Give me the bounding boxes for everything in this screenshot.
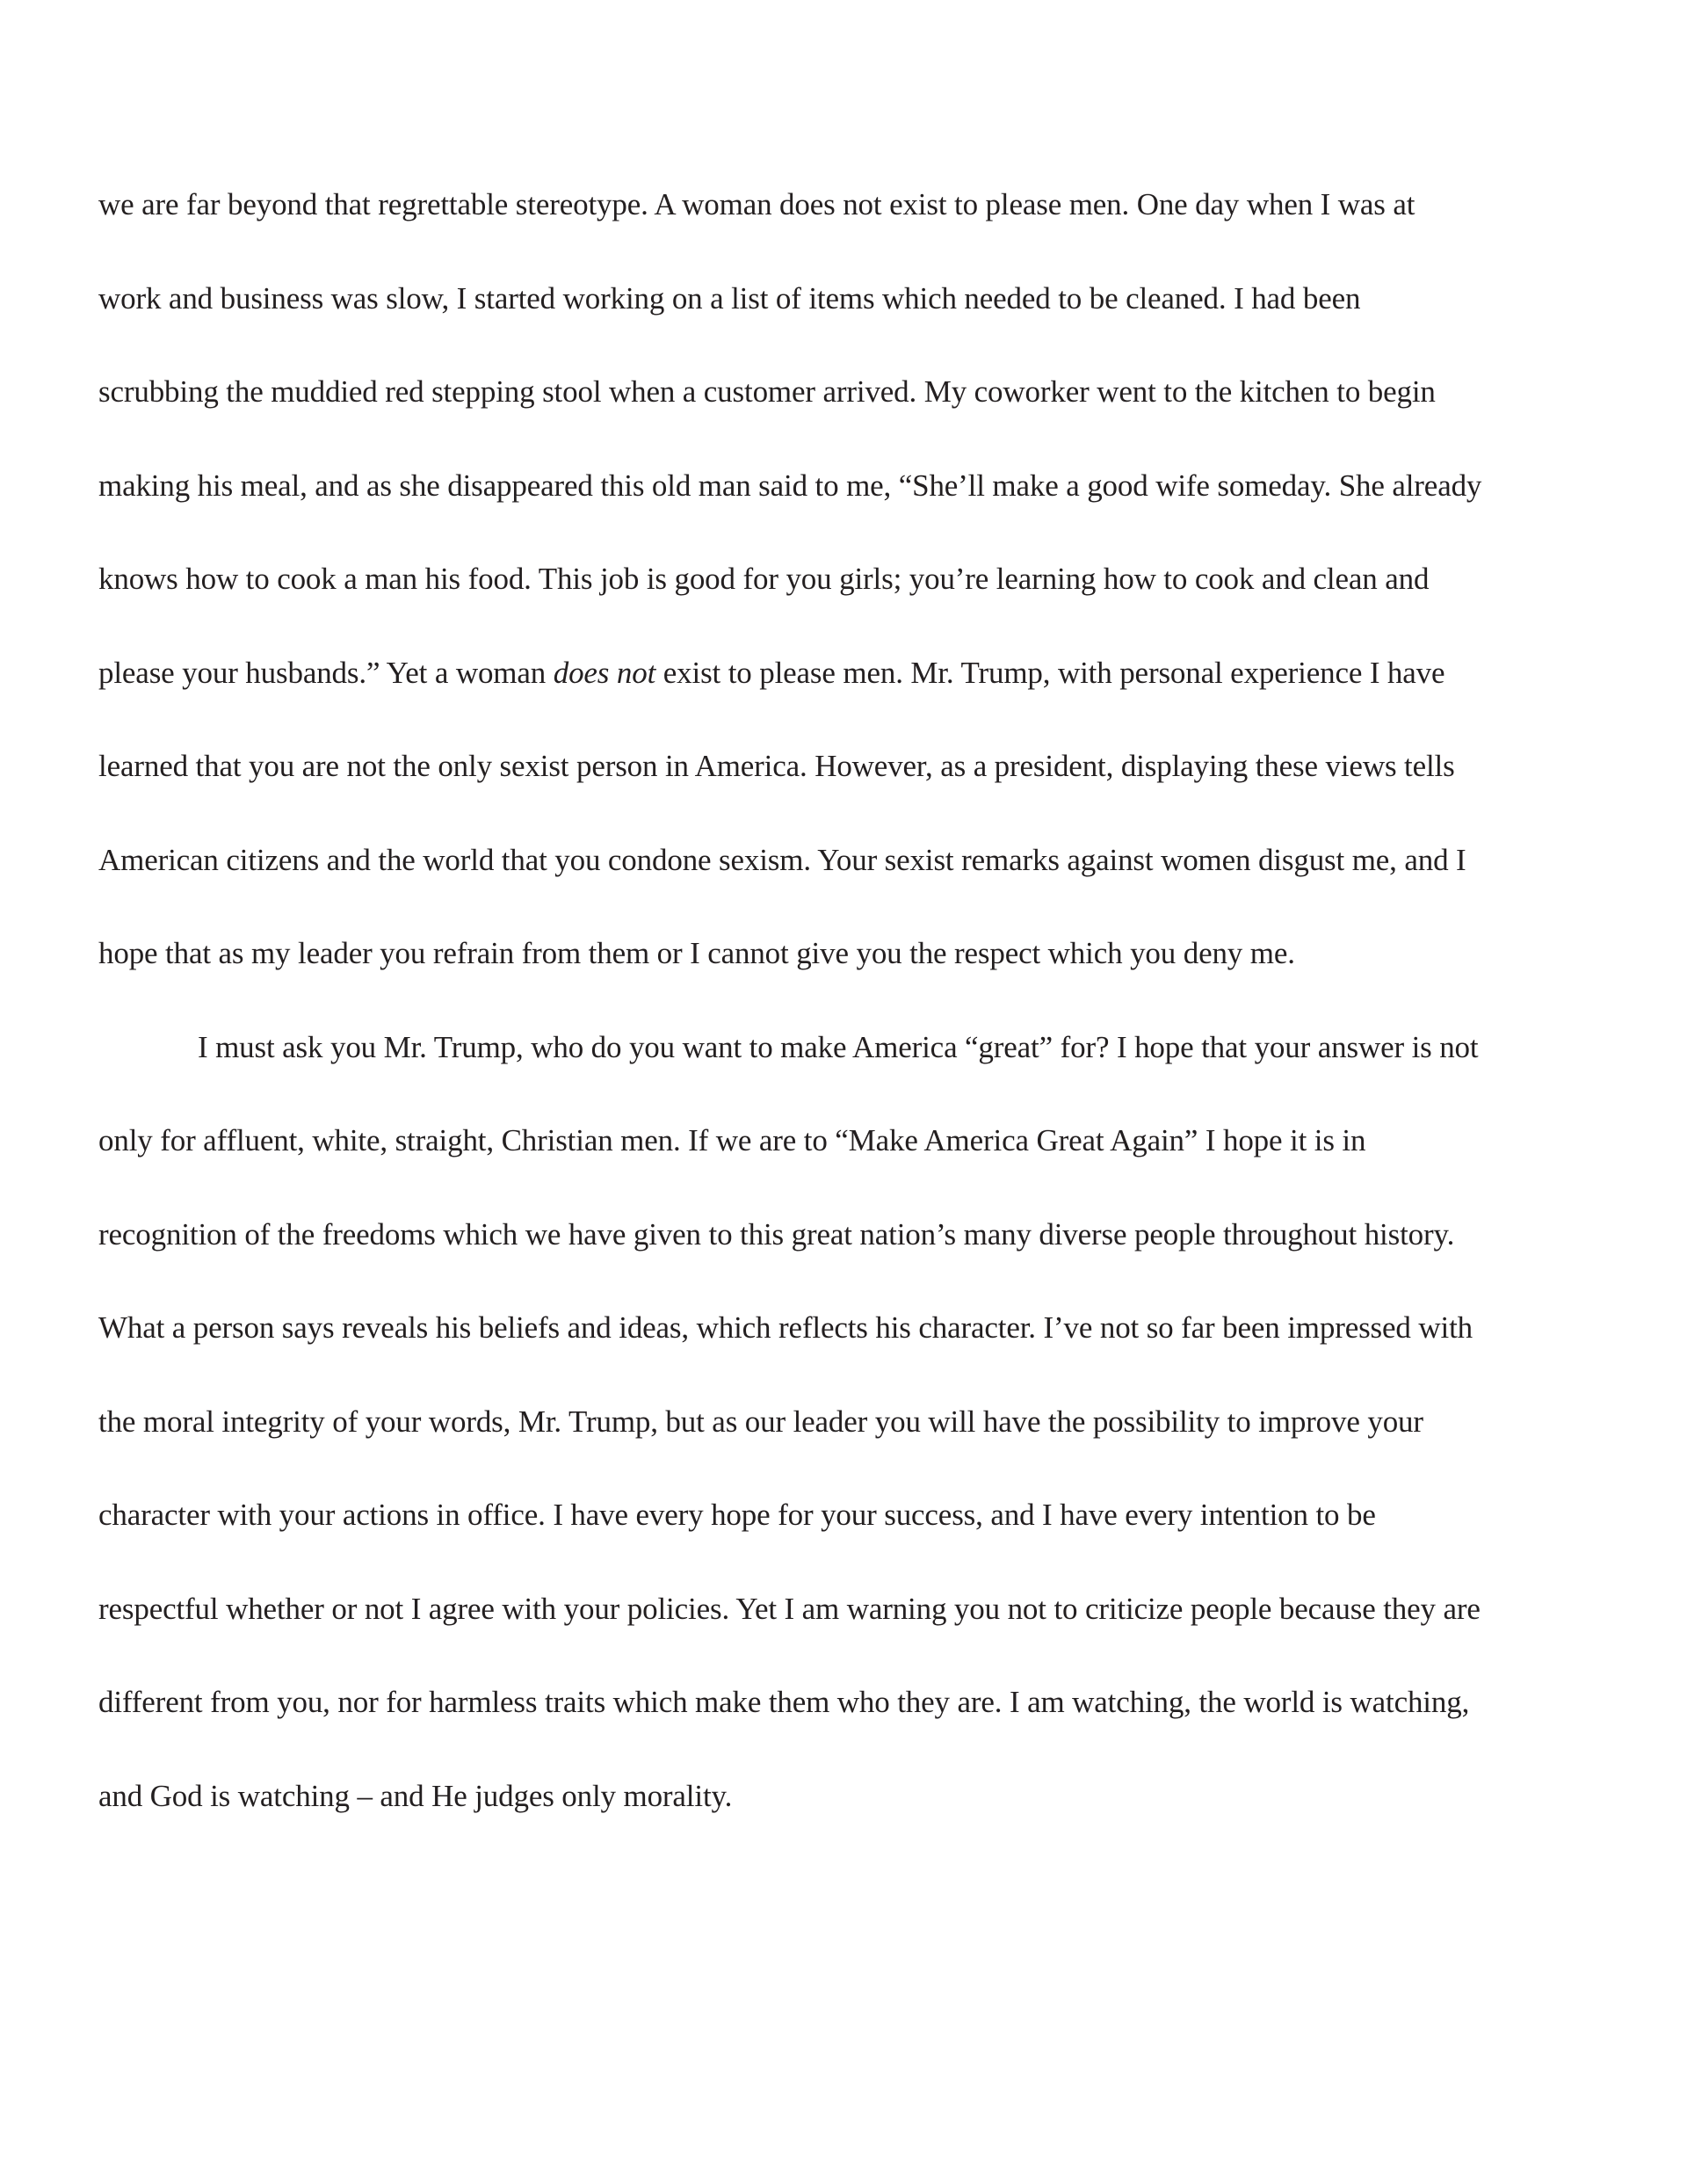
text-line: scrubbing the muddied red stepping stool when a customer arrived. My coworker went to the kitchen to begin bbox=[98, 374, 1436, 409]
text-line: and God is watching – and He judges only morality. bbox=[98, 1778, 733, 1813]
text-line: respectful whether or not I agree with your policies. Yet I am warning you not to criticize people because they are bbox=[98, 1591, 1481, 1626]
text-line: work and business was slow, I started working on a list of items which needed to be cleaned. I had been bbox=[98, 280, 1361, 316]
text-line: knows how to cook a man his food. This job is good for you girls; you’re learning how to cook and clean and bbox=[98, 562, 1430, 596]
text-line: we are far beyond that regrettable stereotype. A woman does not exist to please men. One day when I was at bbox=[98, 187, 1415, 221]
text-line: recognition of the freedoms which we have given to this great nation’s many diverse people throughout history. bbox=[98, 1216, 1455, 1252]
paragraph-2 bbox=[98, 1019, 1627, 1861]
letter-body bbox=[98, 176, 1627, 1861]
text-run: please your husbands.” Yet a woman bbox=[98, 655, 554, 690]
text-line: What a person says reveals his beliefs and ideas, which reflects his character. I’ve not so far been impressed with bbox=[98, 1310, 1473, 1345]
text-run: exist to please men. Mr. Trump, with personal experience I have bbox=[655, 655, 1445, 690]
text-line: the moral integrity of your words, Mr. Trump, but as our leader you will have the possibility to improve your bbox=[98, 1404, 1423, 1439]
italic-emphasis: does not bbox=[553, 655, 656, 690]
text-line bbox=[98, 644, 1627, 738]
text-line: making his meal, and as she disappeared this old man said to me, “She’ll make a good wife someday. She already bbox=[98, 468, 1482, 503]
text-line-indented: I must ask you Mr. Trump, who do you want to make America “great” for? I hope that your answer is not bbox=[198, 1029, 1479, 1064]
text-line: learned that you are not the only sexist person in America. However, as a president, displaying these views tells bbox=[98, 749, 1455, 783]
text-line: hope that as my leader you refrain from them or I cannot give you the respect which you deny me. bbox=[98, 936, 1295, 970]
paragraph-1 bbox=[98, 176, 1627, 1019]
text-line: different from you, nor for harmless traits which make them who they are. I am watching, the world is watching, bbox=[98, 1685, 1470, 1719]
text-line: American citizens and the world that you condone sexism. Your sexist remarks against women disgust me, and I bbox=[98, 842, 1466, 877]
text-line: character with your actions in office. I have every hope for your success, and I have every intention to be bbox=[98, 1498, 1376, 1532]
text-line: only for affluent, white, straight, Christian men. If we are to “Make America Great Again” I hope it is in bbox=[98, 1123, 1366, 1157]
